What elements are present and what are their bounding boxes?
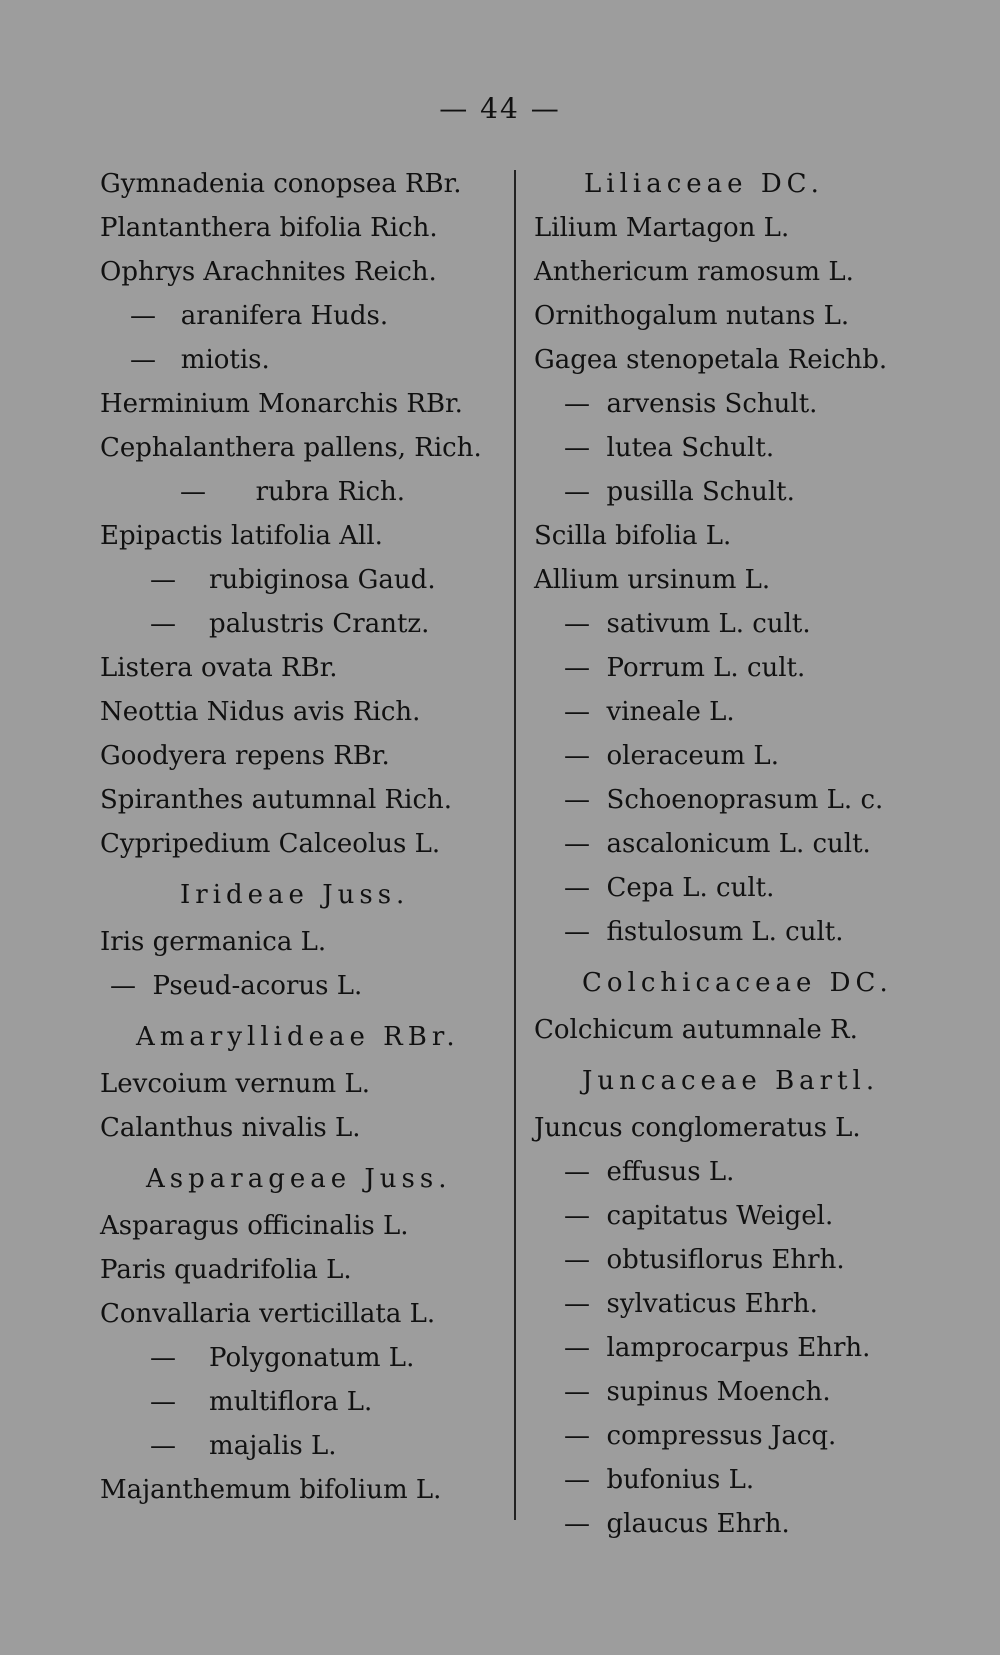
species-entry: — miotis.: [130, 345, 270, 375]
page-number: — 44 —: [439, 92, 561, 125]
family-heading: Juncaceae Bartl.: [582, 1066, 880, 1096]
species-entry: Neottia Nidus avis Rich.: [100, 697, 421, 727]
species-entry: Calanthus nivalis L.: [100, 1113, 361, 1143]
species-entry: Colchicum autumnale R.: [534, 1015, 858, 1045]
species-entry: — rubra Rich.: [180, 477, 406, 507]
species-entry: Ophrys Arachnites Reich.: [100, 257, 437, 287]
species-entry: — multiflora L.: [150, 1387, 373, 1417]
right-column: [534, 162, 934, 1546]
species-entry: — Porrum L. cult.: [564, 653, 806, 683]
species-entry: — aranifera Huds.: [130, 301, 389, 331]
species-entry: — oleraceum L.: [564, 741, 779, 771]
family-heading: Amaryllideae RBr.: [136, 1022, 460, 1052]
species-entry: — majalis L.: [150, 1431, 337, 1461]
species-entry: Allium ursinum L.: [534, 565, 771, 595]
species-entry: — fistulosum L. cult.: [564, 917, 844, 947]
species-entry: — Polygonatum L.: [150, 1343, 415, 1373]
column-divider: [514, 170, 516, 1520]
species-entry: — vineale L.: [564, 697, 735, 727]
species-entry: Anthericum ramosum L.: [534, 257, 854, 287]
species-entry: Listera ovata RBr.: [100, 653, 338, 683]
species-entry: — obtusiflorus Ehrh.: [564, 1245, 845, 1275]
species-entry: — ascalonicum L. cult.: [564, 829, 871, 859]
species-entry: Ornithogalum nutans L.: [534, 301, 850, 331]
species-entry: — glaucus Ehrh.: [564, 1509, 790, 1539]
family-heading: Irideae Juss.: [180, 880, 410, 910]
species-entry: Cypripedium Calceolus L.: [100, 829, 441, 859]
species-entry: Cephalanthera pallens, Rich.: [100, 433, 482, 463]
species-entry: — lamprocarpus Ehrh.: [564, 1333, 871, 1363]
species-entry: — compressus Jacq.: [564, 1421, 837, 1451]
family-heading: Colchicaceae DC.: [582, 968, 893, 998]
species-entry: Iris germanica L.: [100, 927, 327, 957]
species-entry: — bufonius L.: [564, 1465, 755, 1495]
species-entry: — supinus Moench.: [564, 1377, 831, 1407]
species-entry: — effusus L.: [564, 1157, 735, 1187]
species-entry: Majanthemum bifolium L.: [100, 1475, 442, 1505]
species-entry: — arvensis Schult.: [564, 389, 818, 419]
species-entry: — lutea Schult.: [564, 433, 775, 463]
species-entry: Goodyera repens RBr.: [100, 741, 390, 771]
species-entry: Scilla bifolia L.: [534, 521, 732, 551]
species-entry: Herminium Monarchis RBr.: [100, 389, 463, 419]
species-entry: — capitatus Weigel.: [564, 1201, 834, 1231]
species-entry: — palustris Crantz.: [150, 609, 430, 639]
species-entry: Epipactis latifolia All.: [100, 521, 383, 551]
species-entry: — rubiginosa Gaud.: [150, 565, 436, 595]
species-entry: Levcoium vernum L.: [100, 1069, 370, 1099]
left-column: [100, 162, 500, 1512]
species-entry: Convallaria verticillata L.: [100, 1299, 436, 1329]
species-entry: — Pseud-acorus L.: [110, 971, 363, 1001]
species-entry: Juncus conglomeratus L.: [534, 1113, 861, 1143]
species-entry: — sylvaticus Ehrh.: [564, 1289, 818, 1319]
species-entry: Plantanthera bifolia Rich.: [100, 213, 438, 243]
species-entry: Gymnadenia conopsea RBr.: [100, 169, 462, 199]
family-heading: Asparageae Juss.: [146, 1164, 452, 1194]
family-heading: Liliaceae DC.: [584, 169, 824, 199]
species-entry: — Schoenoprasum L. c.: [564, 785, 884, 815]
species-entry: — Cepa L. cult.: [564, 873, 775, 903]
species-entry: — pusilla Schult.: [564, 477, 795, 507]
species-entry: — sativum L. cult.: [564, 609, 811, 639]
species-entry: Spiranthes autumnal Rich.: [100, 785, 453, 815]
species-entry: Lilium Martagon L.: [534, 213, 790, 243]
species-entry: Asparagus officinalis L.: [100, 1211, 409, 1241]
species-entry: Paris quadrifolia L.: [100, 1255, 352, 1285]
species-entry: Gagea stenopetala Reichb.: [534, 345, 888, 375]
